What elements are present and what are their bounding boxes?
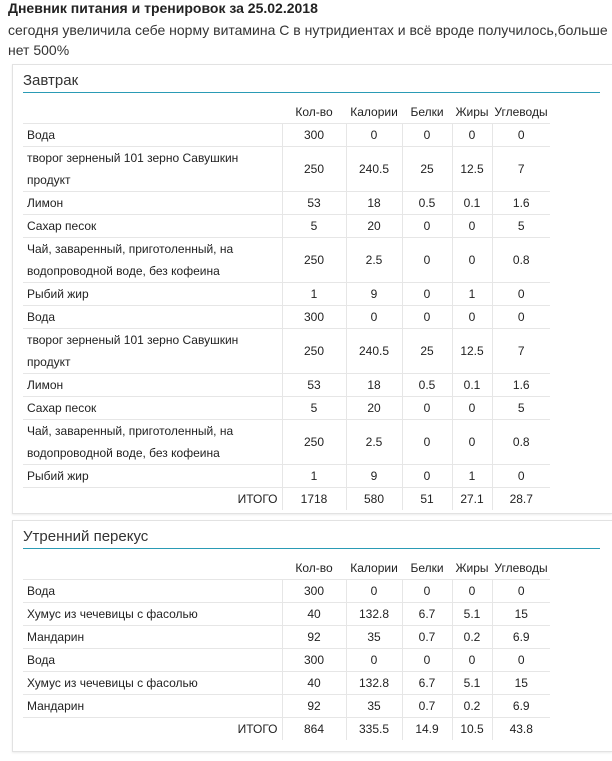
food-name: творог зерненый 101 зерно Савушкин продукт — [23, 329, 282, 374]
total-qty-cell: 1718 — [282, 488, 346, 511]
kcal-cell: 0 — [346, 649, 402, 672]
food-name: Лимон — [23, 192, 282, 215]
protein-cell: 0 — [402, 283, 452, 306]
carbs-cell: 0 — [492, 649, 550, 672]
fat-cell: 0.2 — [452, 626, 492, 649]
qty-cell: 300 — [282, 580, 346, 603]
carbs-cell: 1.6 — [492, 192, 550, 215]
fat-cell: 12.5 — [452, 329, 492, 374]
kcal-cell: 0 — [346, 306, 402, 329]
table-row — [23, 695, 550, 718]
protein-cell: 0.7 — [402, 626, 452, 649]
total-protein-cell: 14.9 — [402, 718, 452, 741]
kcal-cell: 0 — [346, 124, 402, 147]
meal-card-morning-snack — [12, 520, 612, 752]
fat-cell: 0.1 — [452, 192, 492, 215]
total-label: ИТОГО — [23, 718, 282, 741]
food-name: Вода — [23, 306, 282, 329]
protein-cell: 0.5 — [402, 192, 452, 215]
qty-cell: 53 — [282, 374, 346, 397]
total-protein-cell: 51 — [402, 488, 452, 511]
carbs-cell: 6.9 — [492, 626, 550, 649]
table-row — [23, 215, 550, 238]
food-name: Хумус из чечевицы с фасолью — [23, 672, 282, 695]
fat-cell: 12.5 — [452, 147, 492, 192]
food-name: Чай, заваренный, приготоленный, на водопроводной воде, без кофеина — [23, 420, 282, 465]
total-row — [23, 718, 550, 741]
food-name: Рыбий жир — [23, 283, 282, 306]
page-title: Дневник питания и тренировок за 25.02.2018 — [8, 0, 318, 16]
table-row — [23, 306, 550, 329]
total-kcal-cell: 580 — [346, 488, 402, 511]
carbs-cell: 0 — [492, 465, 550, 488]
kcal-cell: 18 — [346, 192, 402, 215]
protein-cell: 0 — [402, 580, 452, 603]
qty-cell: 1 — [282, 465, 346, 488]
fat-cell: 0 — [452, 215, 492, 238]
food-name: Лимон — [23, 374, 282, 397]
protein-cell: 0 — [402, 420, 452, 465]
table-header-row — [23, 101, 550, 124]
protein-cell: 0.7 — [402, 695, 452, 718]
fat-cell: 0 — [452, 124, 492, 147]
protein-cell: 0 — [402, 215, 452, 238]
column-header: Кол-во — [282, 557, 346, 580]
kcal-cell: 240.5 — [346, 329, 402, 374]
meal-table — [23, 557, 550, 740]
column-header: Калории — [346, 557, 402, 580]
fat-cell: 0 — [452, 238, 492, 283]
kcal-cell: 9 — [346, 465, 402, 488]
qty-cell: 40 — [282, 672, 346, 695]
carbs-cell: 7 — [492, 329, 550, 374]
carbs-cell: 15 — [492, 603, 550, 626]
table-row — [23, 580, 550, 603]
food-name: Мандарин — [23, 695, 282, 718]
header-blank — [23, 557, 282, 580]
total-row — [23, 488, 550, 511]
kcal-cell: 9 — [346, 283, 402, 306]
table-row — [23, 238, 550, 283]
fat-cell: 0 — [452, 397, 492, 420]
total-fat-cell: 10.5 — [452, 718, 492, 741]
qty-cell: 1 — [282, 283, 346, 306]
food-name: Сахар песок — [23, 397, 282, 420]
day-note: сегодня увеличила себе норму витамина С в нутридиентах и всё вроде получилось,больше нет 500% — [8, 22, 608, 58]
column-header: Жиры — [452, 101, 492, 124]
protein-cell: 0 — [402, 238, 452, 283]
table-row — [23, 374, 550, 397]
meal-card-breakfast — [12, 64, 612, 514]
carbs-cell: 5 — [492, 397, 550, 420]
total-qty-cell: 864 — [282, 718, 346, 741]
food-name: творог зерненый 101 зерно Савушкин продукт — [23, 147, 282, 192]
qty-cell: 250 — [282, 147, 346, 192]
protein-cell: 25 — [402, 329, 452, 374]
kcal-cell: 35 — [346, 695, 402, 718]
meal-table — [23, 101, 550, 510]
kcal-cell: 0 — [346, 580, 402, 603]
carbs-cell: 0 — [492, 306, 550, 329]
kcal-cell: 2.5 — [346, 238, 402, 283]
total-kcal-cell: 335.5 — [346, 718, 402, 741]
table-row — [23, 626, 550, 649]
protein-cell: 6.7 — [402, 672, 452, 695]
qty-cell: 92 — [282, 695, 346, 718]
qty-cell: 300 — [282, 306, 346, 329]
carbs-cell: 7 — [492, 147, 550, 192]
column-header: Углеводы — [492, 557, 550, 580]
protein-cell: 0 — [402, 124, 452, 147]
kcal-cell: 2.5 — [346, 420, 402, 465]
protein-cell: 0 — [402, 649, 452, 672]
kcal-cell: 35 — [346, 626, 402, 649]
qty-cell: 250 — [282, 420, 346, 465]
total-carbs-cell: 43.8 — [492, 718, 550, 741]
total-label: ИТОГО — [23, 488, 282, 511]
table-row — [23, 283, 550, 306]
fat-cell: 0.2 — [452, 695, 492, 718]
table-row — [23, 649, 550, 672]
total-fat-cell: 27.1 — [452, 488, 492, 511]
carbs-cell: 15 — [492, 672, 550, 695]
qty-cell: 300 — [282, 124, 346, 147]
qty-cell: 92 — [282, 626, 346, 649]
column-header: Белки — [402, 557, 452, 580]
protein-cell: 0.5 — [402, 374, 452, 397]
fat-cell: 5.1 — [452, 672, 492, 695]
table-row — [23, 124, 550, 147]
fat-cell: 5.1 — [452, 603, 492, 626]
qty-cell: 53 — [282, 192, 346, 215]
food-name: Сахар песок — [23, 215, 282, 238]
qty-cell: 40 — [282, 603, 346, 626]
food-name: Вода — [23, 580, 282, 603]
table-row — [23, 192, 550, 215]
carbs-cell: 6.9 — [492, 695, 550, 718]
column-header: Калории — [346, 101, 402, 124]
meal-title: Завтрак — [23, 71, 600, 93]
kcal-cell: 20 — [346, 397, 402, 420]
protein-cell: 25 — [402, 147, 452, 192]
protein-cell: 6.7 — [402, 603, 452, 626]
table-row — [23, 147, 550, 192]
kcal-cell: 18 — [346, 374, 402, 397]
table-row — [23, 465, 550, 488]
table-row — [23, 672, 550, 695]
column-header: Углеводы — [492, 101, 550, 124]
total-carbs-cell: 28.7 — [492, 488, 550, 511]
column-header: Кол-во — [282, 101, 346, 124]
carbs-cell: 1.6 — [492, 374, 550, 397]
fat-cell: 0 — [452, 420, 492, 465]
header-blank — [23, 101, 282, 124]
fat-cell: 1 — [452, 283, 492, 306]
column-header: Белки — [402, 101, 452, 124]
food-name: Рыбий жир — [23, 465, 282, 488]
carbs-cell: 0.8 — [492, 420, 550, 465]
table-row — [23, 397, 550, 420]
carbs-cell: 5 — [492, 215, 550, 238]
protein-cell: 0 — [402, 306, 452, 329]
kcal-cell: 132.8 — [346, 672, 402, 695]
table-row — [23, 603, 550, 626]
column-header: Жиры — [452, 557, 492, 580]
fat-cell: 0.1 — [452, 374, 492, 397]
protein-cell: 0 — [402, 465, 452, 488]
kcal-cell: 20 — [346, 215, 402, 238]
qty-cell: 5 — [282, 397, 346, 420]
meal-title: Утренний перекус — [23, 527, 600, 549]
food-name: Хумус из чечевицы с фасолью — [23, 603, 282, 626]
food-name: Мандарин — [23, 626, 282, 649]
kcal-cell: 240.5 — [346, 147, 402, 192]
fat-cell: 1 — [452, 465, 492, 488]
food-name: Вода — [23, 649, 282, 672]
qty-cell: 300 — [282, 649, 346, 672]
fat-cell: 0 — [452, 580, 492, 603]
fat-cell: 0 — [452, 649, 492, 672]
carbs-cell: 0 — [492, 283, 550, 306]
table-row — [23, 420, 550, 465]
food-name: Чай, заваренный, приготоленный, на водопроводной воде, без кофеина — [23, 238, 282, 283]
food-name: Вода — [23, 124, 282, 147]
table-header-row — [23, 557, 550, 580]
carbs-cell: 0.8 — [492, 238, 550, 283]
qty-cell: 250 — [282, 238, 346, 283]
fat-cell: 0 — [452, 306, 492, 329]
qty-cell: 5 — [282, 215, 346, 238]
carbs-cell: 0 — [492, 580, 550, 603]
qty-cell: 250 — [282, 329, 346, 374]
kcal-cell: 132.8 — [346, 603, 402, 626]
table-row — [23, 329, 550, 374]
carbs-cell: 0 — [492, 124, 550, 147]
protein-cell: 0 — [402, 397, 452, 420]
